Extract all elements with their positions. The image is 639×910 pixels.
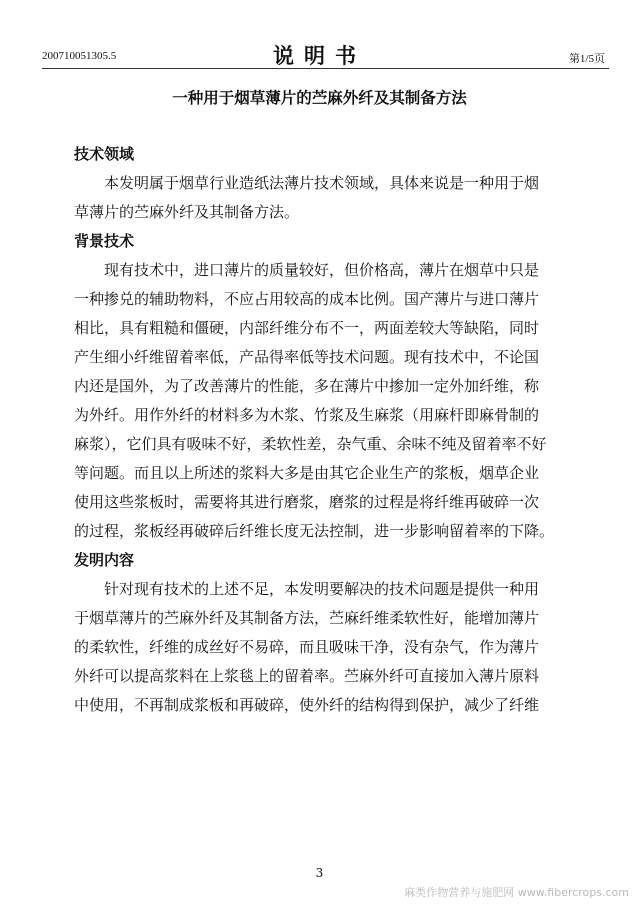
document-title: 一种用于烟草薄片的苎麻外纤及其制备方法 xyxy=(172,88,467,107)
section-paragraph xyxy=(74,256,574,546)
text-line: 现有技术中，进口薄片的质量较好，但价格高，薄片在烟草中只是 xyxy=(104,261,540,279)
section-background xyxy=(74,227,574,546)
header-doc-number: 200710051305.5 xyxy=(42,50,117,62)
text-line: 使用这些浆板时，需要将其进行磨浆，磨浆的过程是将纤维再破碎一次 xyxy=(74,493,540,511)
text-line: 相比，具有粗糙和僵硬，内部纤维分布不一，两面差较大等缺陷，同时 xyxy=(74,319,540,337)
text-line: 一种掺兑的辅助物料，不应占用较高的成本比例。国产薄片与进口薄片 xyxy=(74,290,540,308)
header-rule xyxy=(42,68,609,69)
header-page-info: 第1/5页 xyxy=(568,53,605,65)
text-line: 的过程，浆板经再破碎后纤维长度无法控制，进一步影响留着率的下降。 xyxy=(74,522,555,540)
text-line: 的柔软性，纤维的成丝好不易碎，而且吸味干净，没有杂气，作为薄片 xyxy=(74,638,540,656)
section-heading: 发明内容 xyxy=(74,551,135,569)
text-line: 为外纤。用作外纤的材料多为木浆、竹浆及生麻浆（用麻杆即麻骨制的 xyxy=(74,406,540,424)
section-technical-field xyxy=(74,140,574,227)
section-heading: 技术领域 xyxy=(74,145,135,163)
section-paragraph xyxy=(74,575,574,720)
text-line: 于烟草薄片的苎麻外纤及其制备方法，苎麻纤维柔软性好，能增加薄片 xyxy=(74,609,540,627)
text-line: 中使用，不再制成浆板和再破碎，使外纤的结构得到保护，减少了纤维 xyxy=(74,696,540,714)
section-summary xyxy=(74,546,574,720)
text-line: 麻浆），它们具有吸味不好，柔软性差，杂气重、余味不纯及留着率不好 xyxy=(74,435,547,453)
page-number: 3 xyxy=(315,866,324,880)
text-line: 等问题。而且以上所述的浆料大多是由其它企业生产的浆板，烟草企业 xyxy=(74,464,540,482)
text-line: 内还是国外，为了改善薄片的性能，多在薄片中掺加一定外加纤维，称 xyxy=(74,377,540,395)
text-line: 草薄片的苎麻外纤及其制备方法。 xyxy=(74,203,300,221)
header-section-title: 说明书 xyxy=(273,43,366,68)
text-line: 本发明属于烟草行业造纸法薄片技术领域，具体来说是一种用于烟 xyxy=(104,174,540,192)
text-line: 外纤可以提高浆料在上浆毯上的留着率。苎麻外纤可直接加入薄片原料 xyxy=(74,667,540,685)
section-paragraph xyxy=(74,169,574,227)
document-body xyxy=(74,140,574,720)
text-line: 针对现有技术的上述不足，本发明要解决的技术问题是提供一种用 xyxy=(104,580,540,598)
section-heading: 背景技术 xyxy=(74,232,135,250)
watermark: 麻类作物营养与施肥网 www.fibercrops.com xyxy=(404,886,629,899)
text-line: 产生细小纤维留着率低，产品得率低等技术问题。现有技术中，不论国 xyxy=(74,348,540,366)
